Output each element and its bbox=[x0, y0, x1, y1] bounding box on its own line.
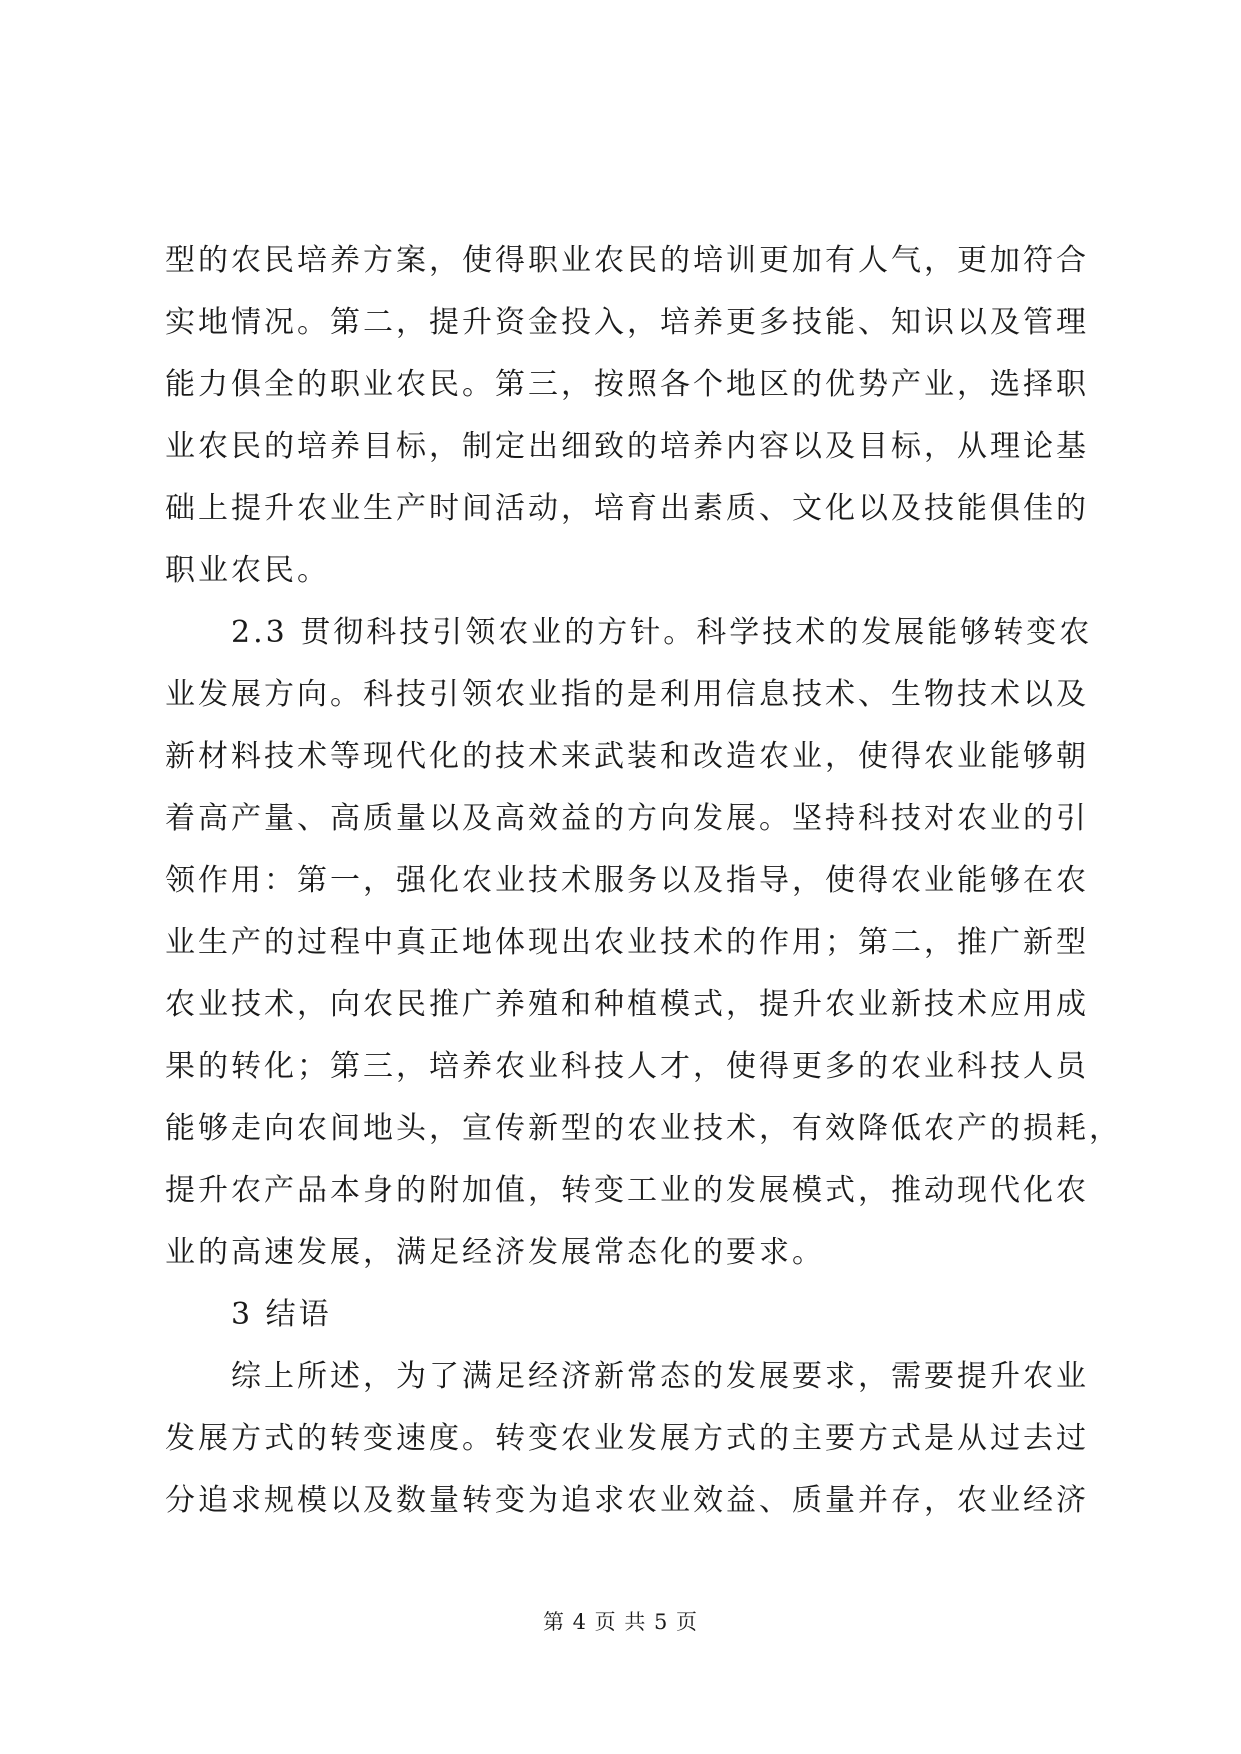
text-line: 果的转化；第三，培养农业科技人才，使得更多的农业科技人员 bbox=[165, 1049, 1089, 1084]
text-line: 型的农民培养方案，使得职业农民的培训更加有人气，更加符合 bbox=[165, 243, 1089, 278]
section-heading: 3 结语 bbox=[231, 1297, 332, 1332]
text-line: 实地情况。第二，提升资金投入，培养更多技能、知识以及管理 bbox=[165, 305, 1089, 340]
text-line: 业生产的过程中真正地体现出农业技术的作用；第二，推广新型 bbox=[165, 925, 1089, 960]
text-line: 能够走向农间地头，宣传新型的农业技术，有效降低农产的损耗， bbox=[165, 1111, 1122, 1146]
text-line: 职业农民。 bbox=[165, 553, 330, 588]
text-line: 业农民的培养目标，制定出细致的培养内容以及目标，从理论基 bbox=[165, 429, 1089, 464]
text-line: 提升农产品本身的附加值，转变工业的发展模式，推动现代化农 bbox=[165, 1173, 1089, 1208]
text-line: 农业技术，向农民推广养殖和种植模式，提升农业新技术应用成 bbox=[165, 987, 1089, 1022]
text-line: 发展方式的转变速度。转变农业发展方式的主要方式是从过去过 bbox=[165, 1421, 1089, 1456]
text-line: 分追求规模以及数量转变为追求农业效益、质量并存，农业经济 bbox=[165, 1483, 1089, 1518]
text-line: 业发展方向。科技引领农业指的是利用信息技术、生物技术以及 bbox=[165, 677, 1089, 712]
document-body bbox=[165, 230, 1122, 1532]
text-line: 着高产量、高质量以及高效益的方向发展。坚持科技对农业的引 bbox=[165, 801, 1089, 836]
text-line: 新材料技术等现代化的技术来武装和改造农业，使得农业能够朝 bbox=[165, 739, 1089, 774]
text-line: 能力俱全的职业农民。第三，按照各个地区的优势产业，选择职 bbox=[165, 367, 1089, 402]
text-line: 业的高速发展，满足经济发展常态化的要求。 bbox=[165, 1235, 825, 1270]
page-number-footer: 第 4 页 共 5 页 bbox=[542, 1610, 699, 1634]
text-line: 础上提升农业生产时间活动，培育出素质、文化以及技能俱佳的 bbox=[165, 491, 1089, 526]
text-line: 领作用：第一，强化农业技术服务以及指导，使得农业能够在农 bbox=[165, 863, 1089, 898]
paragraph-start-line: 综上所述，为了满足经济新常态的发展要求，需要提升农业 bbox=[231, 1359, 1089, 1394]
section-heading-line: 2.3 贯彻科技引领农业的方针。科学技术的发展能够转变农 bbox=[231, 615, 1093, 650]
